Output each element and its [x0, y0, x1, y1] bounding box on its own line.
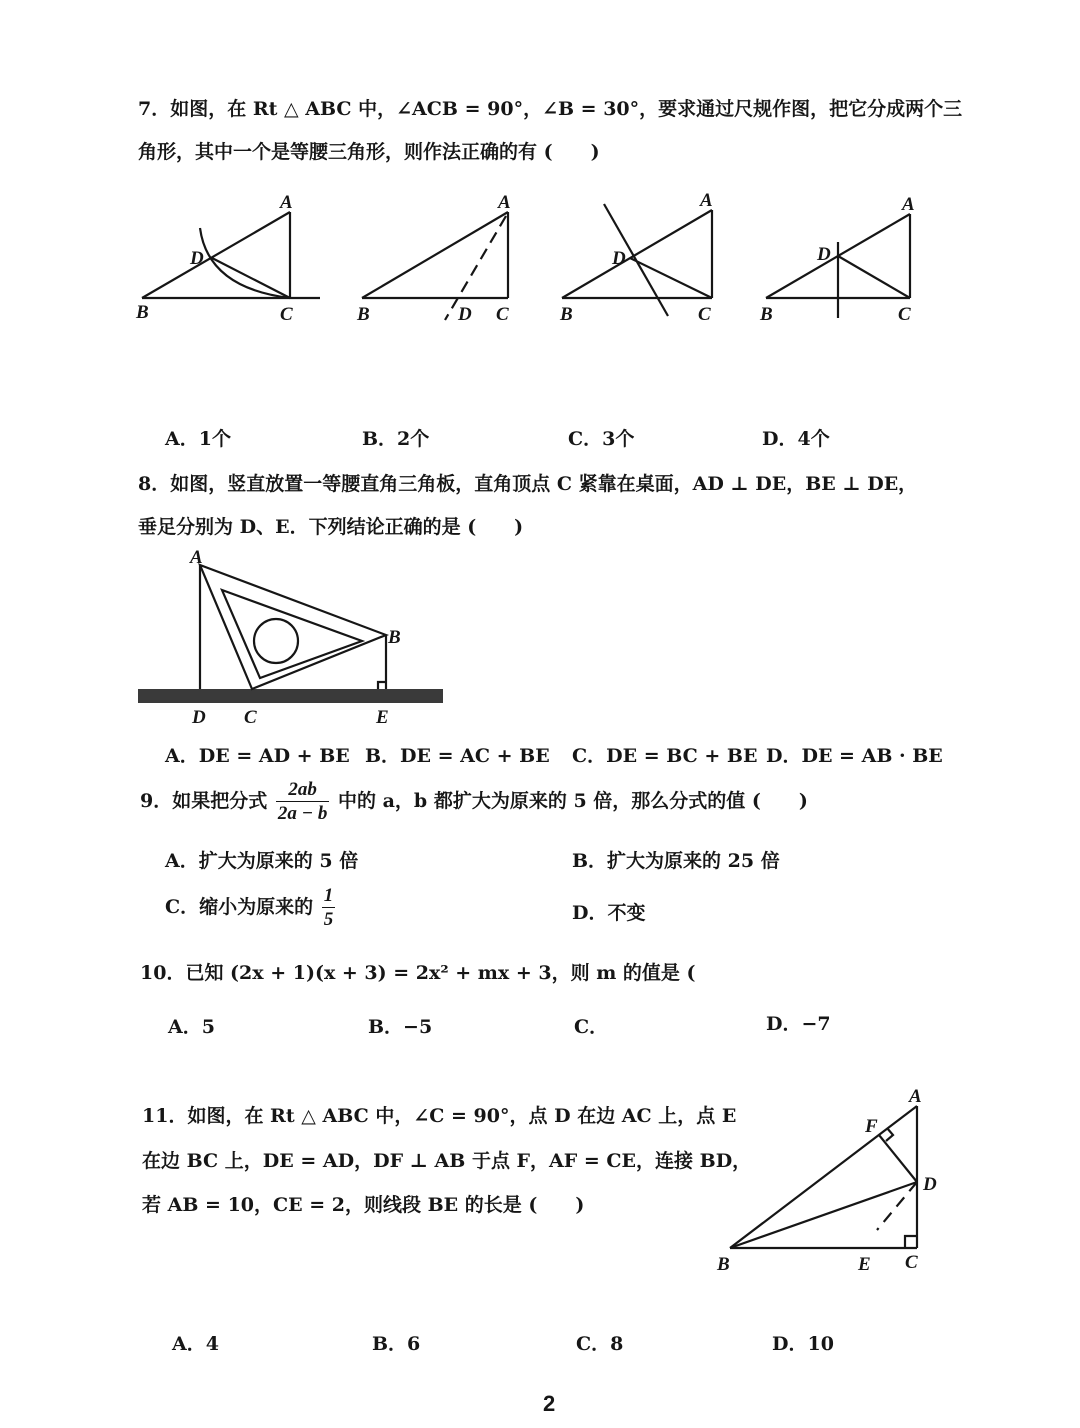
q10-option-c[interactable]: C． — [574, 1016, 609, 1038]
q7-option-a[interactable]: A．1个 — [165, 428, 231, 450]
q7-fig1-label-b: B — [136, 302, 149, 323]
q7-figure-3 — [562, 204, 712, 316]
q8-option-a[interactable]: A．DE = AD + BE — [165, 745, 350, 767]
q9-option-a[interactable]: A．扩大为原来的 5 倍 — [165, 850, 359, 872]
q10-option-b[interactable]: B．−5 — [368, 1016, 433, 1038]
q8-option-c[interactable]: C．DE = BC + BE — [572, 745, 758, 767]
q8-desk — [138, 689, 443, 703]
q7-fig4-label-c: C — [898, 304, 911, 325]
q11-label-c: C — [905, 1252, 918, 1273]
q9-option-c[interactable] — [165, 886, 337, 929]
q8-label-d: D — [192, 707, 206, 728]
q7-fig4-label-d: D — [817, 244, 831, 265]
q11-label-a: A — [909, 1086, 922, 1107]
q11-label-e: E — [858, 1254, 871, 1275]
q9-fraction — [276, 780, 330, 823]
q7-fig3-label-c: C — [698, 304, 711, 325]
q7-fig3-label-d: D — [612, 248, 626, 269]
q11-stem-line3: 若 AB = 10，CE = 2，则线段 BE 的长是 ( ) — [142, 1194, 585, 1216]
q9-fraction-numerator: 2ab — [276, 780, 330, 802]
q11-label-f: F — [865, 1116, 878, 1137]
q7-fig1-label-c: C — [280, 304, 293, 325]
q11-option-c[interactable]: C．8 — [576, 1333, 624, 1355]
q11-option-a[interactable]: A．4 — [172, 1333, 219, 1355]
q8-option-d[interactable]: D．DE = AB · BE — [766, 745, 943, 767]
q7-fig4-label-b: B — [760, 304, 773, 325]
q9-stem-prefix: 9．如果把分式 — [140, 790, 268, 812]
q7-fig3-label-b: B — [560, 304, 573, 325]
q7-stem-line1: 7．如图，在 Rt △ ABC 中，∠ACB = 90°，∠B = 30°，要求通过尺规作图，把它分成两个三 — [138, 98, 963, 120]
q7-fig1-label-a: A — [280, 192, 293, 213]
q8-figure — [130, 545, 460, 730]
q7-figure-2 — [362, 212, 508, 320]
q9-stem — [140, 780, 808, 823]
q11-figure — [705, 1080, 950, 1280]
q10-option-a[interactable]: A．5 — [168, 1016, 215, 1038]
q7-figure-1 — [142, 212, 320, 298]
q8-label-a: A — [190, 547, 203, 568]
q7-fig2-label-a: A — [498, 192, 511, 213]
q11-stem-line2: 在边 BC 上，DE = AD，DF ⊥ AB 于点 F，AF = CE，连接 BD， — [142, 1150, 752, 1172]
q11-option-b[interactable]: B．6 — [372, 1333, 421, 1355]
q7-figures — [120, 180, 940, 340]
q8-option-b[interactable]: B．DE = AC + BE — [365, 745, 550, 767]
q9-stem-suffix: 中的 a，b 都扩大为原来的 5 倍，那么分式的值 ( ) — [338, 790, 808, 812]
q10-stem: 10．已知 (2x + 1)(x + 3) = 2x² + mx + 3，则 m 的值是 ( — [140, 962, 696, 984]
q11-option-d[interactable]: D．10 — [772, 1333, 834, 1355]
q7-fig2-label-d: D — [458, 304, 472, 325]
q8-stem-line2: 垂足分别为 D、E．下列结论正确的是 ( ) — [138, 516, 524, 538]
q8-label-c: C — [244, 707, 257, 728]
q9-option-b[interactable]: B．扩大为原来的 25 倍 — [572, 850, 780, 872]
page-number: 2 — [543, 1391, 556, 1416]
q11-stem-line1: 11．如图，在 Rt △ ABC 中，∠C = 90°，点 D 在边 AC 上，点 E — [142, 1105, 737, 1127]
q7-fig3-label-a: A — [700, 190, 713, 211]
q8-stem-line1: 8．如图，竖直放置一等腰直角三角板，直角顶点 C 紧靠在桌面，AD ⊥ DE，BE ⊥ DE， — [138, 473, 918, 495]
q7-fig2-label-c: C — [496, 304, 509, 325]
q7-figure-4 — [766, 214, 910, 318]
q7-option-d[interactable]: D．4个 — [762, 428, 830, 450]
q9-option-c-denominator: 5 — [323, 909, 334, 930]
q7-fig4-label-a: A — [902, 194, 915, 215]
q9-fraction-denominator: 2a − b — [277, 803, 328, 824]
q9-option-d[interactable]: D．不变 — [572, 902, 646, 924]
q8-label-e: E — [376, 707, 389, 728]
q7-option-c[interactable]: C．3个 — [568, 428, 635, 450]
q7-fig2-label-b: B — [357, 304, 370, 325]
q8-label-b: B — [388, 627, 401, 648]
q7-fig1-label-d: D — [190, 248, 204, 269]
q10-option-d[interactable]: D．−7 — [766, 1013, 831, 1035]
q11-label-b: B — [717, 1254, 730, 1275]
q7-option-b[interactable]: B．2个 — [362, 428, 430, 450]
q9-option-c-text: C．缩小为原来的 — [165, 896, 314, 918]
q9-option-c-fraction — [322, 886, 336, 929]
q9-option-c-numerator: 1 — [323, 885, 334, 906]
q7-stem-line2: 角形，其中一个是等腰三角形，则作法正确的有 ( ) — [138, 141, 600, 163]
q11-label-d: D — [923, 1174, 937, 1195]
